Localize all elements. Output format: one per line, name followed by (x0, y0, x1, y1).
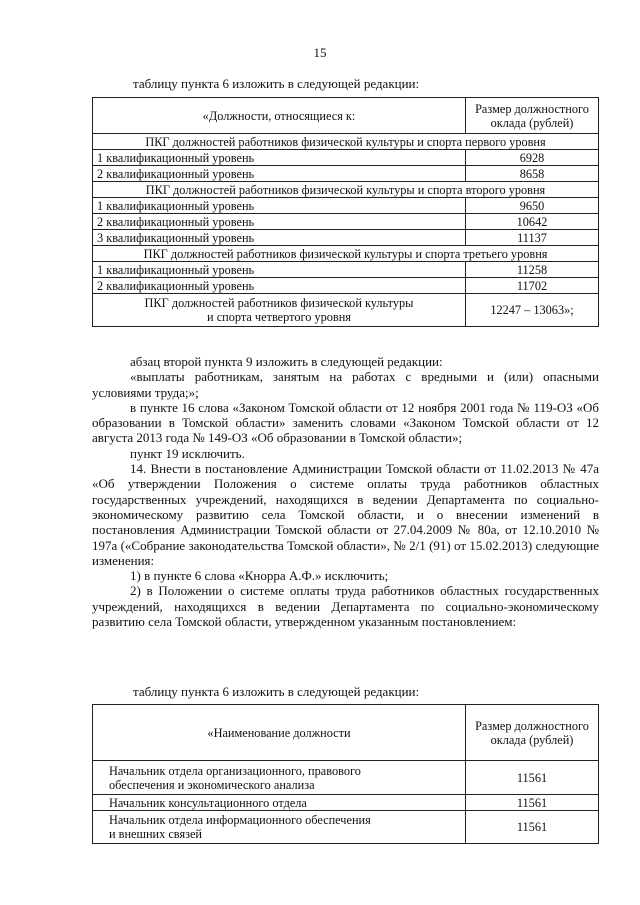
paragraph: пункт 19 исключить. (130, 445, 245, 461)
table-row (93, 795, 599, 811)
salary-table-sports (92, 97, 599, 327)
table-row (93, 811, 599, 844)
salary-table-officials (92, 704, 599, 844)
row-value: 11561 (466, 761, 599, 795)
row-value: 10642 (466, 214, 599, 230)
table1-intro: таблицу пункта 6 изложить в следующей редакции: (133, 76, 420, 91)
row-value: 11137 (466, 230, 599, 246)
header-salary: Размер должностного оклада (рублей) (466, 705, 599, 761)
paragraph: абзац второй пункта 9 изложить в следующей редакции: (130, 354, 443, 369)
table-row (93, 198, 599, 214)
paragraph: 14. Внести в постановление Администрации Томской области от 11.02.2013 № 47а «Об утверждении Положения о системе оплаты труда работников областных государственных учреждений, находящихся в ведении Департамента по социально-экономическому развитию села Томской области, и о внесении изменений в постановления Администрации Томской области от 27.04.2009 № 80а, от 12.10.2010 № 197а («Собрание законодательства Томской области», № 2/1 (91) от 15.02.2013) следующие изменения: (92, 461, 599, 568)
row-value: 8658 (466, 166, 599, 182)
row-label: 2 квалификационный уровень (93, 214, 466, 230)
row-label-group4: ПКГ должностей работников физической культуры и спорта четвертого уровня (93, 294, 466, 327)
row-label: Начальник отдела организационного, правового обеспечения и экономического анализа (93, 761, 466, 795)
row-value: 9650 (466, 198, 599, 214)
group-row (93, 246, 599, 262)
table-header-row (93, 98, 599, 134)
group-row (93, 134, 599, 150)
group-title-2: ПКГ должностей работников физической культуры и спорта второго уровня (93, 182, 599, 198)
table-row (93, 262, 599, 278)
row-label: 1 квалификационный уровень (93, 150, 466, 166)
table-row (93, 278, 599, 294)
page-number: 15 (313, 45, 327, 60)
group-row (93, 182, 599, 198)
row-value: 11702 (466, 278, 599, 294)
row-label: 1 квалификационный уровень (93, 262, 466, 278)
table-row (93, 230, 599, 246)
row-label: 2 квалификационный уровень (93, 278, 466, 294)
table-header-row (93, 705, 599, 761)
row-label: 3 квалификационный уровень (93, 230, 466, 246)
header-position: «Наименование должности (93, 705, 466, 761)
row-label: Начальник отдела информационного обеспечения и внешних связей (93, 811, 466, 844)
paragraph: 2) в Положении о системе оплаты труда работников областных государственных учреждений, находящихся в ведении Департамента по социально-экономическому развитию села Томской области, утвержденном указанным постановлением: (92, 583, 599, 630)
table-row (93, 294, 599, 327)
table-row (93, 166, 599, 182)
group-title-1: ПКГ должностей работников физической культуры и спорта первого уровня (93, 134, 599, 150)
row-value: 6928 (466, 150, 599, 166)
table-row (93, 761, 599, 795)
row-value: 12247 – 13063»; (466, 294, 599, 327)
row-value: 11561 (466, 795, 599, 811)
row-label: 2 квалификационный уровень (93, 166, 466, 182)
header-position: «Должности, относящиеся к: (93, 98, 466, 134)
table2-intro: таблицу пункта 6 изложить в следующей редакции: (133, 684, 420, 699)
paragraph: в пункте 16 слова «Законом Томской области от 12 ноября 2001 года № 119-ОЗ «Об образовании в Томской области» заменить словами «Законом Томской области от 12 августа 2013 года № 149-ОЗ «Об образовании в Томской области»; (92, 399, 599, 446)
group-title-3: ПКГ должностей работников физической культуры и спорта третьего уровня (93, 246, 599, 262)
row-label: 1 квалификационный уровень (93, 198, 466, 214)
paragraph: 1) в пункте 6 слова «Кнорра А.Ф.» исключить; (130, 568, 389, 584)
paragraph: «выплаты работникам, занятым на работах с вредными и (или) опасными условиями труда;»; (92, 369, 599, 400)
table-row (93, 214, 599, 230)
row-value: 11561 (466, 811, 599, 844)
body-paragraphs (92, 354, 599, 629)
header-salary: Размер должностного оклада (рублей) (466, 98, 599, 134)
row-value: 11258 (466, 262, 599, 278)
table-row (93, 150, 599, 166)
row-label: Начальник консультационного отдела (93, 795, 466, 811)
